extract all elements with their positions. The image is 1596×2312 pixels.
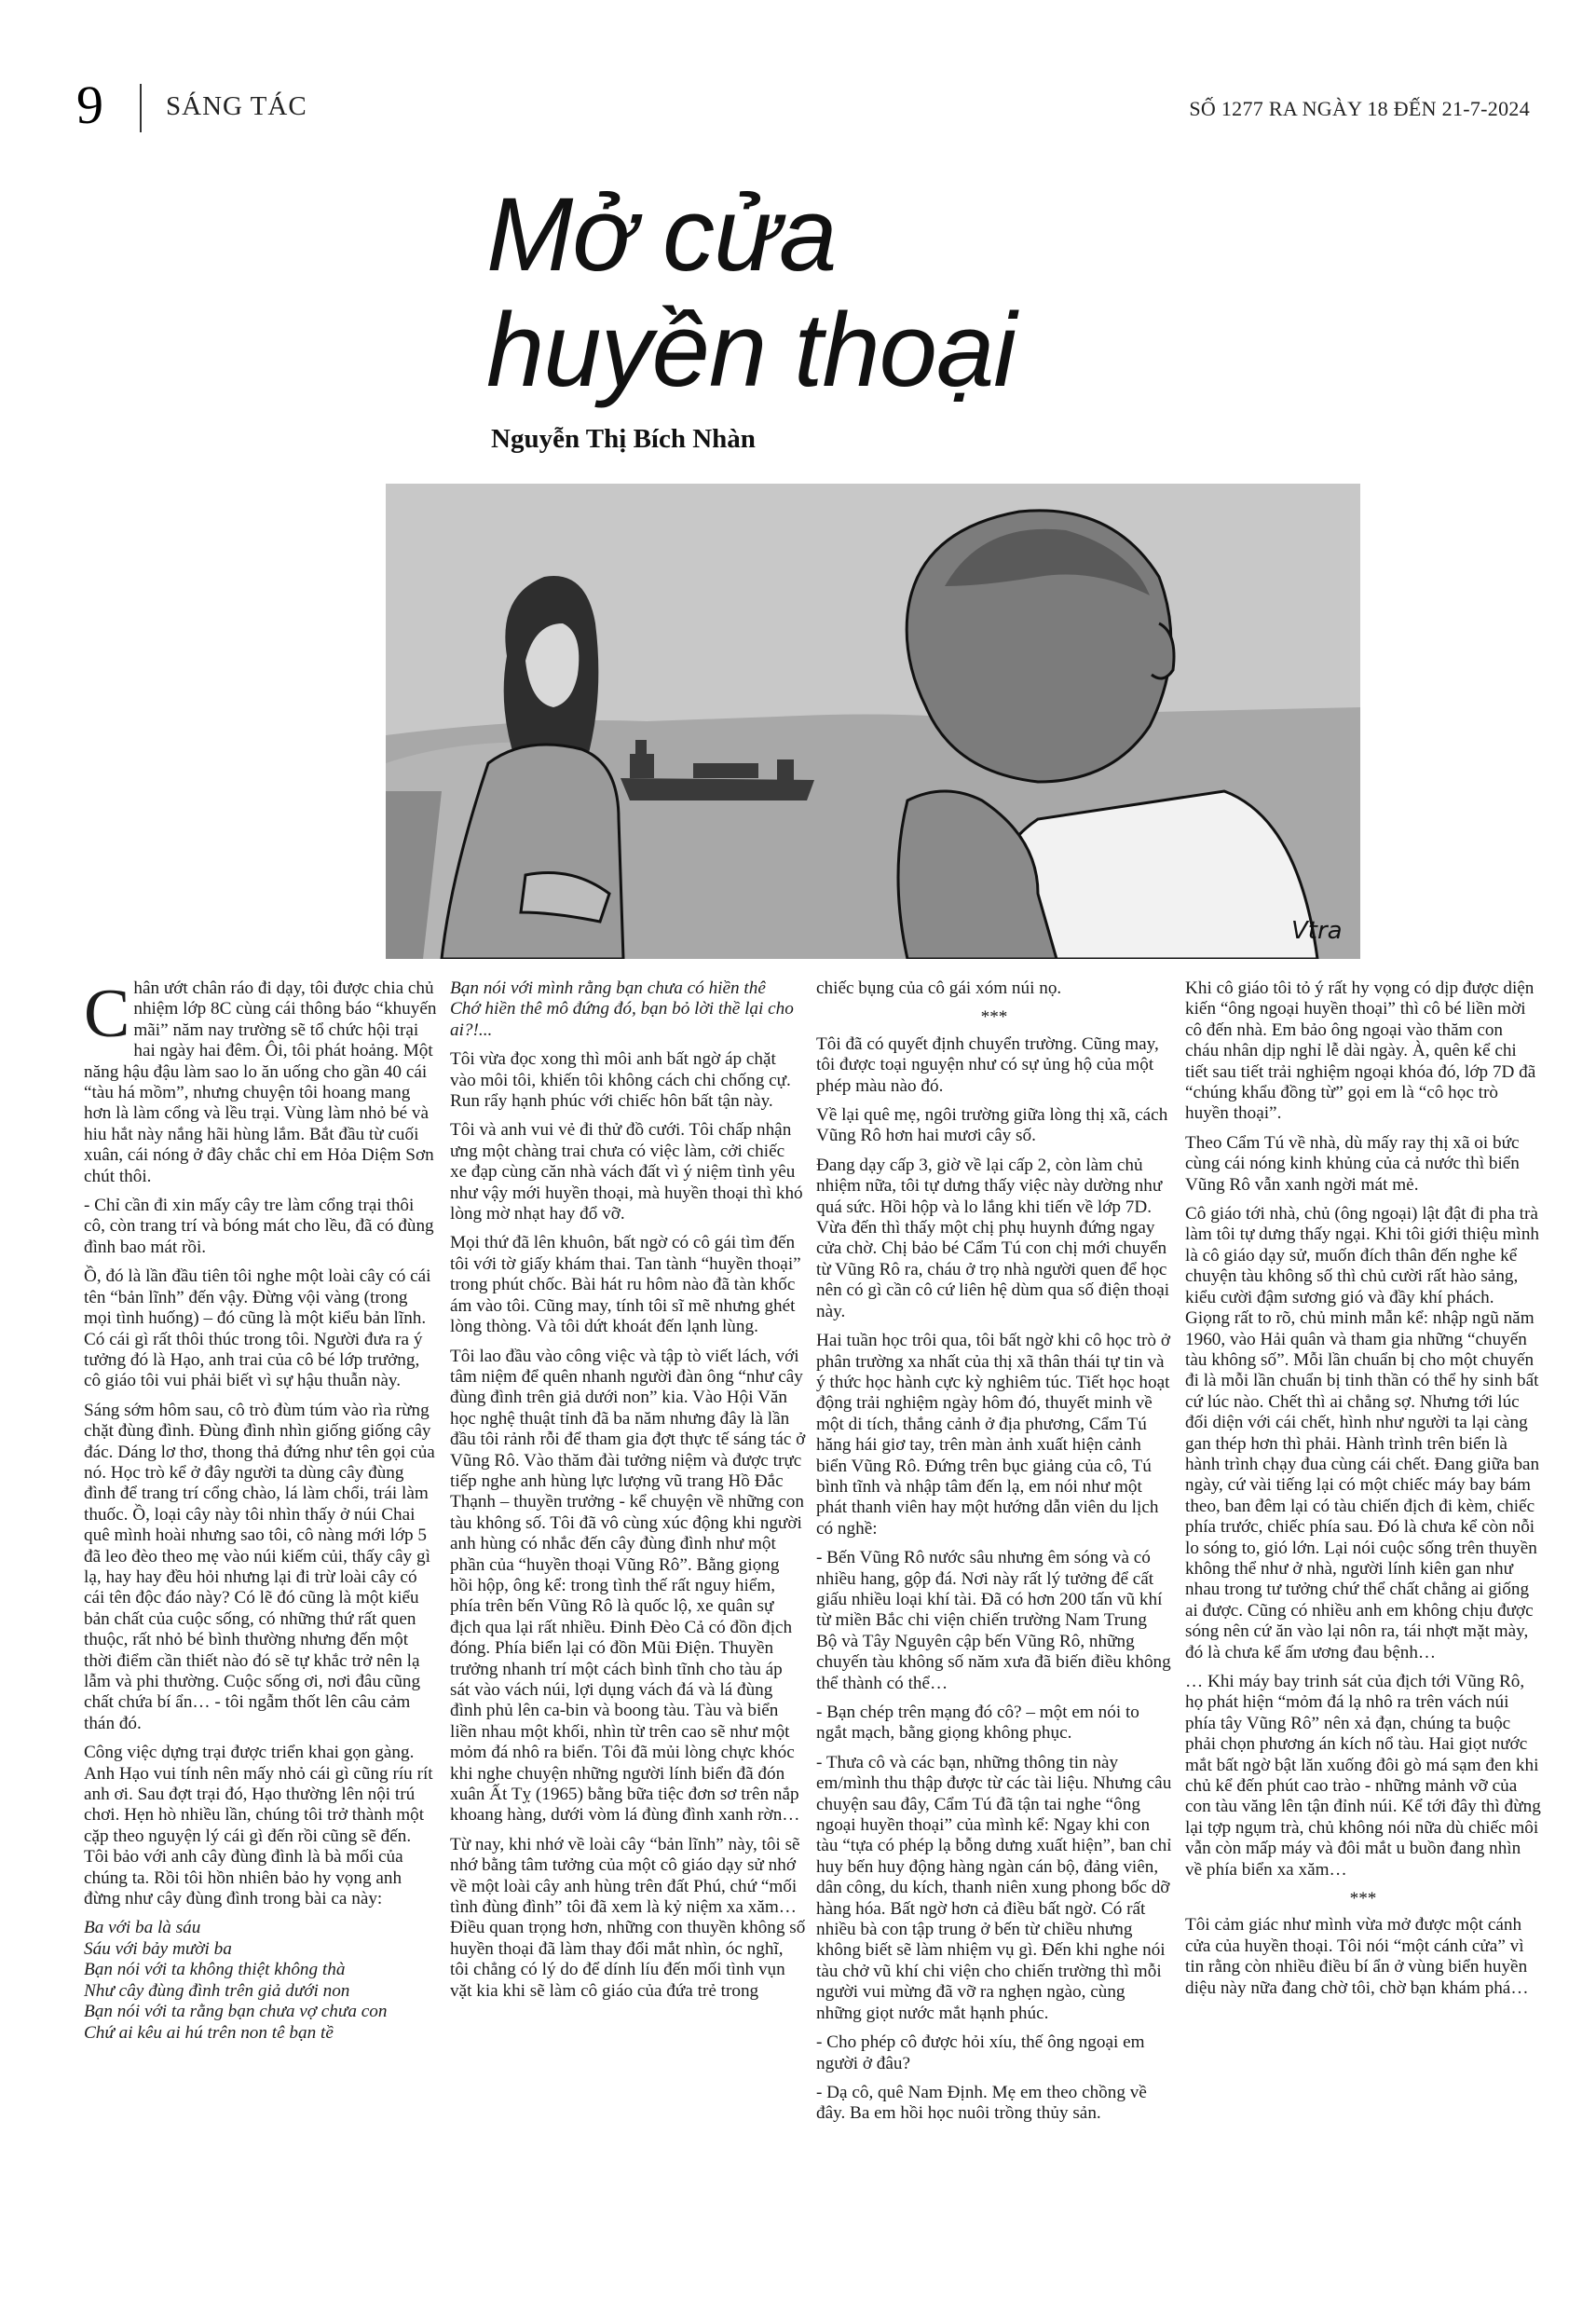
paragraph: - Bến Vũng Rô nước sâu nhưng êm sóng và có nhiều hang, gộp đá. Nơi này rất lý tưởng để cất giấu nhiều loại khí tài. Đã có hơn 200 tấn vũ khí từ miền Bắc chi viện chiến trường Nam Trung Bộ và Tây Nguyên cập bến Vũng Rô, những chuyến tàu không số năm xưa đã biến điều không thể thành có thể…: [816, 1548, 1171, 1693]
paragraph: Sáng sớm hôm sau, cô trò đùm túm vào rìa rừng chặt đùng đình. Đùng đình nhìn giống giống cây đác. Dáng lơ thơ, thong thả đứng như tên gọi của nó. Học trò kể ở đây người ta dùng cây đùng đình để trang trí cổng chào, lá làm chổi, trái làm thuốc. Ồ, loại cây này tôi nhìn thấy ở núi Chai quê mình hoài nhưng sao tôi, cô nàng mới lớp 5 đã leo đèo theo mẹ vào núi kiếm củi, thấy cây gì lạ, hay hay đều hỏi nhưng lại đi trừ loài cây có cái tên độc đáo này? Có lẽ đó cũng là một kiểu bản chất của cuộc sống, có những thứ rất quen thuộc, rất nhỏ bé bình thường nhưng đến một thời điểm cần thiết nào đó sẽ tự khắc trở nên lạ lẫm và phi thường. Cuộc sống ơi, nơi đâu cũng chất chứa bí ẩn… - tôi ngẫm thốt lên câu cảm thán đó.: [84, 1400, 435, 1733]
article-title: [486, 177, 1325, 408]
paragraph: - Chỉ cần đi xin mấy cây tre làm cổng trại thôi cô, còn trang trí và bóng mát cho lều, đã có đùng đình bao mát rồi.: [84, 1196, 434, 1257]
paragraph: Đang dạy cấp 3, giờ về lại cấp 2, còn làm chủ nhiệm nữa, tôi tự dưng thấy việc này dường như quá sức. Hồi hộp và lo lắng khi tiến về lớp 7D. Vừa đến thì thấy một chị phụ huynh đứng ngay cửa chờ. Chị bảo bé Cẩm Tú con chị mới chuyển từ Vũng Rô ra, cháu ở trọ nhà người quen để học nên có gì cần cô cứ liên hệ dùm qua số điện thoại này.: [816, 1155, 1170, 1321]
poem-line: Chứ ai kêu ai hú trên non tê bạn tề: [84, 2022, 334, 2043]
poem-line: Bạn nói với mình rằng bạn chưa có hiền thê: [450, 978, 766, 998]
paragraph: Từ nay, khi nhớ về loài cây “bản lĩnh” này, tôi sẽ nhớ bằng tâm tưởng của một cô giáo dạy sử nhớ về một loài cây anh hùng trên đất Phú, chứ “mối tình đùng đình” tôi đã xem là kỷ niệm xa xăm… Điều quan trọng hơn, những con thuyền không số huyền thoại đã làm thay đổi mắt nhìn, óc nghĩ, tôi chẳng có lý do để dính líu đến mối tình vụn vặt kia khi sẽ làm cô giáo của đứa trẻ trong: [450, 1834, 806, 2001]
illustration-signature: Vtra: [1291, 917, 1343, 945]
paragraph: Tôi cảm giác như mình vừa mở được một cánh cửa của huyền thoại. Tôi nói “một cánh cửa” vì tin rằng còn nhiều điều bí ẩn ở vùng biển huyền diệu này nữa đang chờ tôi, chờ bạn khám phá…: [1185, 1915, 1529, 1998]
paragraph: Hai tuần học trôi qua, tôi bất ngờ khi cô học trò ở phân trường xa nhất của thị xã thân thái tự tin và ý thức học hành cực kỳ nghiêm túc. Tiết học hoạt động trải nghiệm ngày hôm đó, thuyết minh về một di tích, thắng cảnh ở địa phương, Cẩm Tú hăng hái giơ tay, trên màn ảnh xuất hiện cảnh biển Vũng Rô. Đứng trên bục giảng của cô, Tú bình tĩnh và nhập tâm đến lạ, em nói như một phát thanh viên hay một hướng dẫn viên du lịch có nghề:: [816, 1331, 1170, 1539]
issue-info: SỐ 1277 RA NGÀY 18 ĐẾN 21-7-2024: [1189, 97, 1530, 120]
section-break: ***: [980, 1007, 1008, 1028]
poem-line: Chớ hiền thê mô đứng đó, bạn bỏ lời thề lại cho ai?!...: [450, 999, 794, 1040]
paragraph: - Cho phép cô được hỏi xíu, thế ông ngoại em người ở đâu?: [816, 2032, 1145, 2073]
paragraph: Tôi và anh vui vẻ đi thử đồ cưới. Tôi chấp nhận ưng một chàng trai chưa có việc làm, cởi chiếc xe đạp cùng căn nhà vách đất vì ý niệm tình yêu như vậy mới huyền thoại, mà huyền thoại thì khó lòng mờ nhạt hay đổ vỡ.: [450, 1120, 803, 1224]
section-break: ***: [1349, 1889, 1377, 1909]
paragraph: - Bạn chép trên mạng đó cô? – một em nói to ngắt mạch, bằng giọng không phục.: [816, 1703, 1139, 1744]
paragraph: Tôi lao đầu vào công việc và tập tò viết lách, với tâm niệm để quên nhanh người đàn ông “như cây đùng đình trên giả dưới non” kia. Vào Hội Văn học nghệ thuật tỉnh đã ba năm nhưng đây là lần đầu tôi rảnh rỗi để tham gia đợt thực tế sáng tác ở Vũng Rô. Vào thăm đài tưởng niệm và được trực tiếp nghe anh hùng lực lượng vũ trang Hồ Đắc Thạnh – thuyền trưởng - kể chuyện về những con tàu không số. Tôi đã vô cùng xúc động khi người anh hùng có nhắc đến cây đùng đình như một phần của “huyền thoại Vũng Rô”. Bằng giọng hồi hộp, ông kể: trong tình thế rất nguy hiểm, phía trên bến Vũng Rô là quốc lộ, xe quân sự địch qua lại rất nhiều. Đinh Đèo Cả có đồn địch đóng. Phía biển lại có đồn Mũi Điện. Thuyền trưởng nhanh trí một cách bình tĩnh cho tàu áp sát vào vách núi, lợi dụng vách đá và lá đùng đình phủ lên ca-bin và boong tàu. Tàu và biển liền nhau một khối, nhìn từ trên cao sẽ như một mỏm đá nhô ra biển. Tôi đã mủi lòng chực khóc khi nghe chuyện những người lính biển đã đón xuân Ất Tỵ (1965) bằng bữa tiệc đơn sơ trên nắp khoang hàng, dưới vòm lá đùng đình xanh rờn…: [450, 1346, 806, 1826]
header-separator: [140, 84, 142, 132]
page-number: 9: [76, 75, 103, 135]
paragraph: Tôi vừa đọc xong thì môi anh bất ngờ áp chặt vào môi tôi, khiến tôi không cách chi chống cự. Run rẩy hạnh phúc với chiếc hôn bất tận này.: [450, 1049, 791, 1112]
paragraph: chiếc bụng của cô gái xóm núi nọ.: [816, 978, 1062, 998]
paragraph: Theo Cẩm Tú về nhà, dù mấy ray thị xã oi bức cùng cái nóng kinh khủng của cả nước thì biển Vũng Rô vẫn xanh ngời mát mẻ.: [1185, 1132, 1520, 1195]
paragraph: Mọi thứ đã lên khuôn, bất ngờ có cô gái tìm đến tôi với tờ giấy khám thai. Tan tành “huyền thoại” trong phút chốc. Bài hát ru hôm nào đã tàn khốc ám vào tôi. Cũng may, tính tôi sĩ mẽ nhưng ghét lòng thòng. Và tôi dứt khoát đến lạnh lùng.: [450, 1233, 801, 1337]
poem-line: Bạn nói với ta không thiệt không thà: [84, 1960, 346, 1980]
paragraph: - Thưa cô và các bạn, những thông tin này em/mình thu thập được từ các tài liệu. Nhưng câu chuyện sau đây, Cẩm Tú đã tận tai nghe “ông ngoại huyền thoại” của mình kể: Ngay khi con tàu “tựa có phép lạ bỗng dưng xuất hiện”, ban chỉ huy bến huy động hàng ngàn cán bộ, đảng viên, dân công, du kích, thanh niên xung phong bốc dỡ hàng hóa. Bất ngờ hơn cả điều bất ngờ. Có rất nhiều bà con tập trung ở bến từ chiều nhưng không biết sẽ làm nhiệm vụ gì. Đến khi nghe nói tàu chở vũ khí chi viện cho chiến trường thì mỗi người vui mừng đã vỡ ra nghẹn ngào, cùng những giọt nước mắt hạnh phúc.: [816, 1752, 1172, 2023]
illustration: [386, 484, 1360, 959]
poem-line: Ba với ba là sáu: [84, 1918, 201, 1938]
poem-line: Như cây đùng đình trên giả dưới non: [84, 1980, 350, 2001]
paragraph: … Khi máy bay trinh sát của địch tới Vũng Rô, họ phát hiện “mỏm đá lạ nhô ra trên vách núi phía tây Vũng Rô” nên xả đạn, chúng ta buộc phải chọn phương án kích nổ tàu. Hai giọt nước mắt bất ngờ bật lăn xuống đôi gò má sạm đen khi chủ kể đến phút cao trào - những mảnh vỡ của con tàu văng lên tận đỉnh núi. Kể tới đây thì đừng lại tợp ngụm trà, chủ không nói nữa dù chiếc môi vẫn còn mấp máy và đôi mắt u buồn đang nhìn về phía biển xa xăm…: [1185, 1672, 1541, 1880]
page-header: [76, 73, 1530, 138]
paragraph: Khi cô giáo tôi tỏ ý rất hy vọng có dịp được diện kiến “ông ngoại huyền thoại” thì cô bé liền mời cô đến nhà. Em bảo ông ngoại vào thăm con cháu nhân dịp nghỉ lễ dài ngày. À, quên kể chi tiết sau tiết trải nghiệm ngoại khóa đó, lớp 7D đã “chúng khẩu đồng từ” gọi em là “cô học trò huyền thoại”.: [1185, 978, 1536, 1124]
article-column-1: [84, 978, 440, 2044]
paragraph: - Dạ cô, quê Nam Định. Mẹ em theo chồng về đây. Ba em hồi học nuôi trồng thủy sản.: [816, 2082, 1147, 2124]
drop-cap: C: [84, 976, 130, 1052]
article-column-4: [1185, 978, 1541, 2007]
title-line-2: huyền thoại: [486, 292, 1016, 408]
paragraph: Chân ướt chân ráo đi dạy, tôi được chia chủ nhiệm lớp 8C cùng cái thông báo “khuyến mãi” năm nay trường sẽ tổ chức hội trại hai ngày hai đêm. Ôi, tôi phát hoảng. Một năng hậu đậu làm sao lo ăn uống cho gần 40 cái “tàu há mồm”, nhưng chuyện tôi hoang mang hơn là làm cổng và lều trại. Vùng làm nhỏ bé và hiu hắt này nắng hãi hùng lắm. Bắt đầu từ cuối xuân, cái nóng ở đây chắc chỉ em Hỏa Diệm Sơn chút thôi.: [84, 976, 437, 1186]
paragraph: Về lại quê mẹ, ngôi trường giữa lòng thị xã, cách Vũng Rô hơn hai mươi cây số.: [816, 1105, 1168, 1146]
article-column-3: [816, 978, 1172, 2133]
paragraph: Ồ, đó là lần đầu tiên tôi nghe một loài cây có cái tên “bản lĩnh” đến vậy. Đừng vội vàng (trong mọi tình huống) – đó cũng là một kiểu bản lĩnh. Có cái gì rất thôi thúc trong tôi. Người đưa ra ý tưởng đó là Hạo, anh trai của cô bé lớp trưởng, cô giáo tôi vui phải biết vì sự hậu thuẫn này.: [84, 1266, 431, 1391]
paragraph: Công việc dựng trại được triển khai gọn gàng. Anh Hạo vui tính nên mấy nhỏ cái gì cũng ríu rít anh ơi. Sau đợt trại đó, Hạo thường lên nội trú chơi. Hẹn hò nhiều lần, chúng tôi trở thành một cặp theo nguyện lý cái gì đến rồi cũng sẽ đến. Tôi bảo với anh cây đùng đình là bà mối của chúng ta. Rồi tôi hồn nhiên bảo hy vọng anh đừng như cây đùng đình trong bài ca này:: [84, 1743, 433, 1909]
title-line-1: Mở cửa: [486, 176, 837, 293]
poem-line: Bạn nói với ta rằng bạn chưa vợ chưa con: [84, 2002, 388, 2022]
article-column-2: [450, 978, 806, 2010]
paragraph: Tôi đã có quyết định chuyển trường. Cũng may, tôi được toại nguyện như có sự ủng hộ của một phép màu nào đó.: [816, 1033, 1159, 1096]
poem-line: Sáu với bảy mười ba: [84, 1938, 232, 1959]
article-author: Nguyễn Thị Bích Nhàn: [491, 424, 756, 454]
paragraph: Cô giáo tới nhà, chủ (ông ngoại) lật đật đi pha trà làm tôi tự dưng thấy ngại. Khi tôi giới thiệu mình là cô giáo dạy sử, muốn đích thân đến nghe kể chuyện tàu không số thì chủ cười rất hào sảng, kiểu cười đậm sương gió và đầy khí phách. Giọng rất to rõ, chủ minh mẫn kể: nhập ngũ năm 1960, vào Hải quân và tham gia những “chuyến tàu không số”. Mỗi lần chuẩn bị cho một chuyến đi là mỗi lần chuẩn bị tinh thần có thể hy sinh bất cứ lúc nào. Chết thì ai chẳng sợ. Nhưng tới lúc đối diện với cái chết, hình như người ta lại càng gan thép hơn thì phải. Hành trình trên biển là hành trình chạy đua cùng cái chết. Đang giữa ban ngày, cứ vài tiếng lại có một chiếc máy bay bám theo, ban đêm lại có tàu chiến địch đi kèm, chiếc phía trước, chiếc phía sau. Đó là chưa kể còn nỗi lo sóng to, gió lớn. Lại nói cuộc sống trên thuyền không thể như ở nhà, người lính kiên gan như nhau trong tư tưởng chứ thể chất chẳng ai giống ai được. Cũng có nhiều anh em không chịu được sóng nên cứ ăn vào lại nôn ra, tái nhợt mặt mày, đó là chưa kể ấm ương đau bệnh…: [1185, 1204, 1540, 1662]
section-name: SÁNG TÁC: [166, 91, 307, 121]
